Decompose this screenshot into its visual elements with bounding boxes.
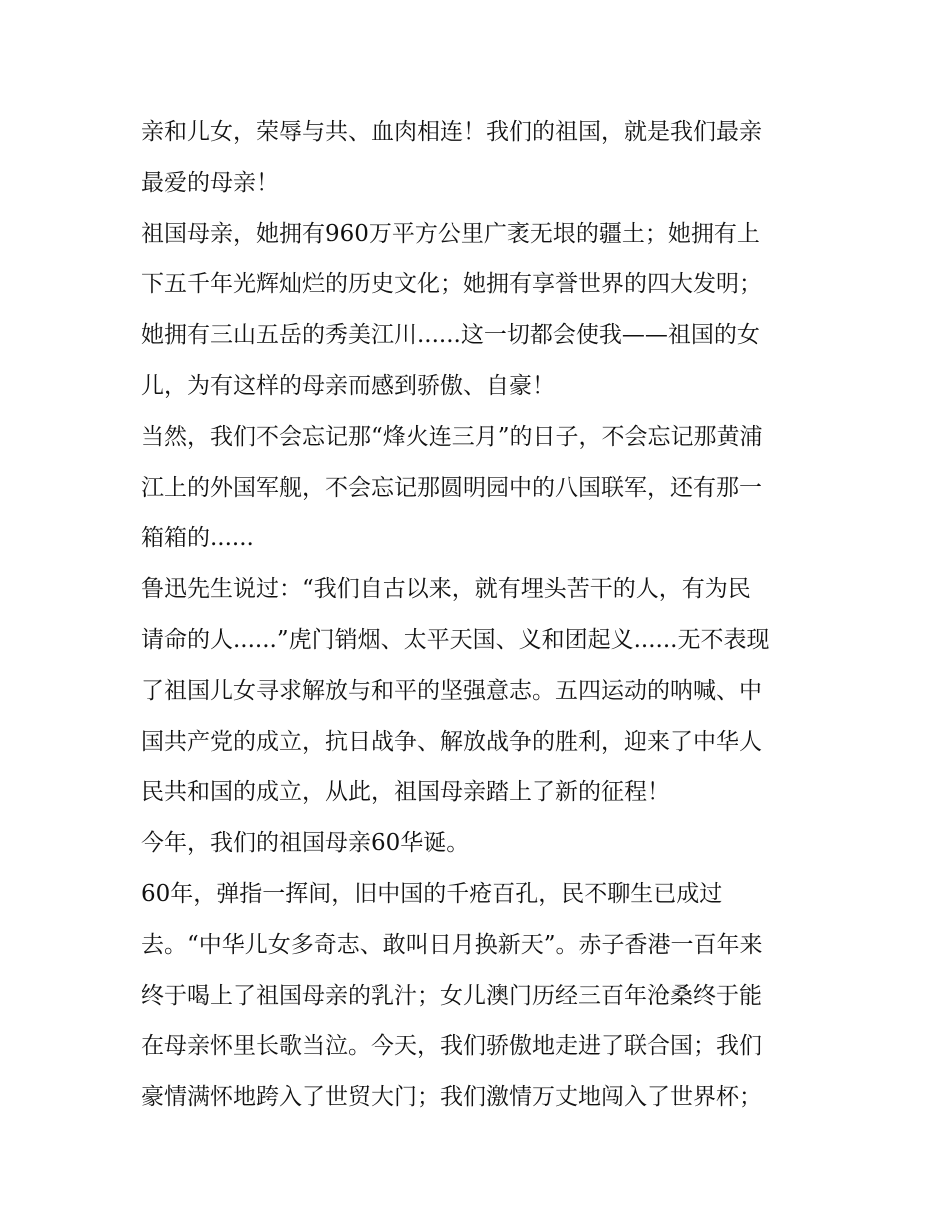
text-line: 了祖国儿女寻求解放与和平的坚强意志。五四运动的呐喊、中 [141,677,762,704]
text-line: 在母亲怀里长歌当泣。今天，我们骄傲地走进了联合国；我们 [141,1033,762,1060]
text-line: 去。“中华儿女多奇志、敢叫日月换新天”。赤子香港一百年来 [141,931,763,958]
text-line: 江上的外国军舰，不会忘记那圆明园中的八国联军，还有那一 [141,474,762,501]
text-line: 今年，我们的祖国母亲60华诞。 [141,830,470,857]
text-line: 亲和儿女，荣辱与共、血肉相连！我们的祖国，就是我们最亲 [141,119,762,145]
text-line: 她拥有三山五岳的秀美江川......这一切都会使我——祖国的女 [141,322,760,349]
text-line: 终于喝上了祖国母亲的乳汁；女儿澳门历经三百年沧桑终于能 [141,982,762,1009]
text-line: 国共产党的成立，抗日战争、解放战争的胜利，迎来了中华人 [141,728,762,755]
text-line: 最爱的母亲！ [141,169,279,196]
body-text [141,107,817,1123]
text-line: 鲁迅先生说过：“我们自古以来，就有埋头苦干的人，有为民 [141,576,751,603]
text-line: 下五千年光辉灿烂的历史文化；她拥有享誉世界的四大发明； [141,271,762,298]
text-line: 祖国母亲，她拥有960万平方公里广袤无垠的疆土；她拥有上 [141,220,760,247]
text-line: 豪情满怀地跨入了世贸大门；我们激情万丈地闯入了世界杯； [141,1084,762,1111]
text-line: 箱箱的...... [141,525,254,552]
text-line: 请命的人......”虎门销烟、太平天国、义和团起义......无不表现 [141,626,770,653]
text-line: 民共和国的成立，从此，祖国母亲踏上了新的征程！ [141,779,670,806]
text-line: 儿，为有这样的母亲而感到骄傲、自豪！ [141,372,555,399]
text-line: 当然，我们不会忘记那“烽火连三月”的日子，不会忘记那黄浦 [141,423,763,450]
text-line: 60年，弹指一挥间，旧中国的千疮百孔，民不聊生已成过 [141,880,723,907]
